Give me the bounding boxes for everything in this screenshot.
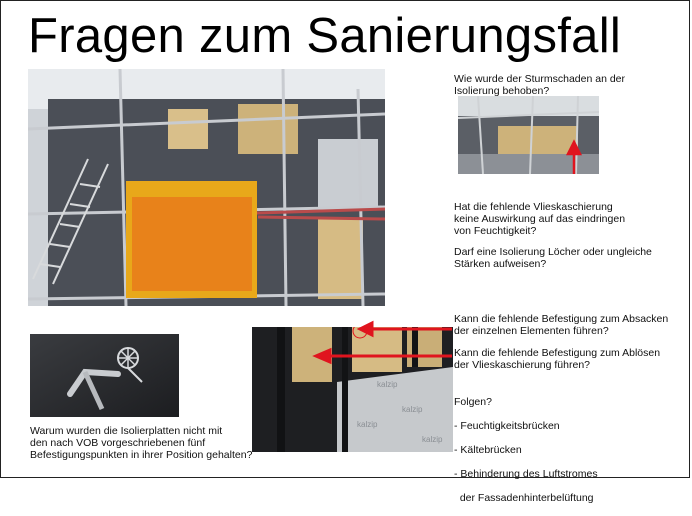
arrow-abloesen-head [316,350,330,362]
arrow-absacken-head [360,323,372,335]
question-vlieskaschierung: Hat die fehlende Vlieskaschierung keine Auswirkung auf das eindringen von Feuchtigkeit? [454,201,626,237]
consequence-item: - Kältebrücken [454,444,522,456]
question-befestigung: Warum wurden die Isolierplatten nicht mit den nach VOB vorgeschriebenen fünf Befestigungspunkten in ihrer Position gehalten? [30,425,253,461]
svg-text:kalzip: kalzip [402,405,423,414]
question-loecher: Darf eine Isolierung Löcher oder ungleiche Stärken aufweisen? [454,246,652,270]
consequences-title: Folgen? [454,396,492,408]
question-abloesen: Kann die fehlende Befestigung zum Ablösen der Vlieskaschierung führen? [454,347,661,371]
consequence-item: - Feuchtigkeitsbrücken [454,420,560,432]
svg-text:kalzip: kalzip [357,420,378,429]
svg-text:kalzip: kalzip [377,380,398,389]
question-storm-damage: Wie wurde der Sturmschaden an der Isolierung behoben? [454,73,625,97]
question-absacken: Kann die fehlende Befestigung zum Absacken der einzelnen Elementen führen? [454,313,669,337]
poster-title: Fragen zum Sanierungsfall [28,9,622,63]
consequences-block [454,384,598,516]
svg-text:kalzip: kalzip [422,435,443,444]
consequence-item: der Fassadenhinterbelüftung [454,492,594,504]
consequence-item: - Behinderung des Luftstromes [454,468,598,480]
